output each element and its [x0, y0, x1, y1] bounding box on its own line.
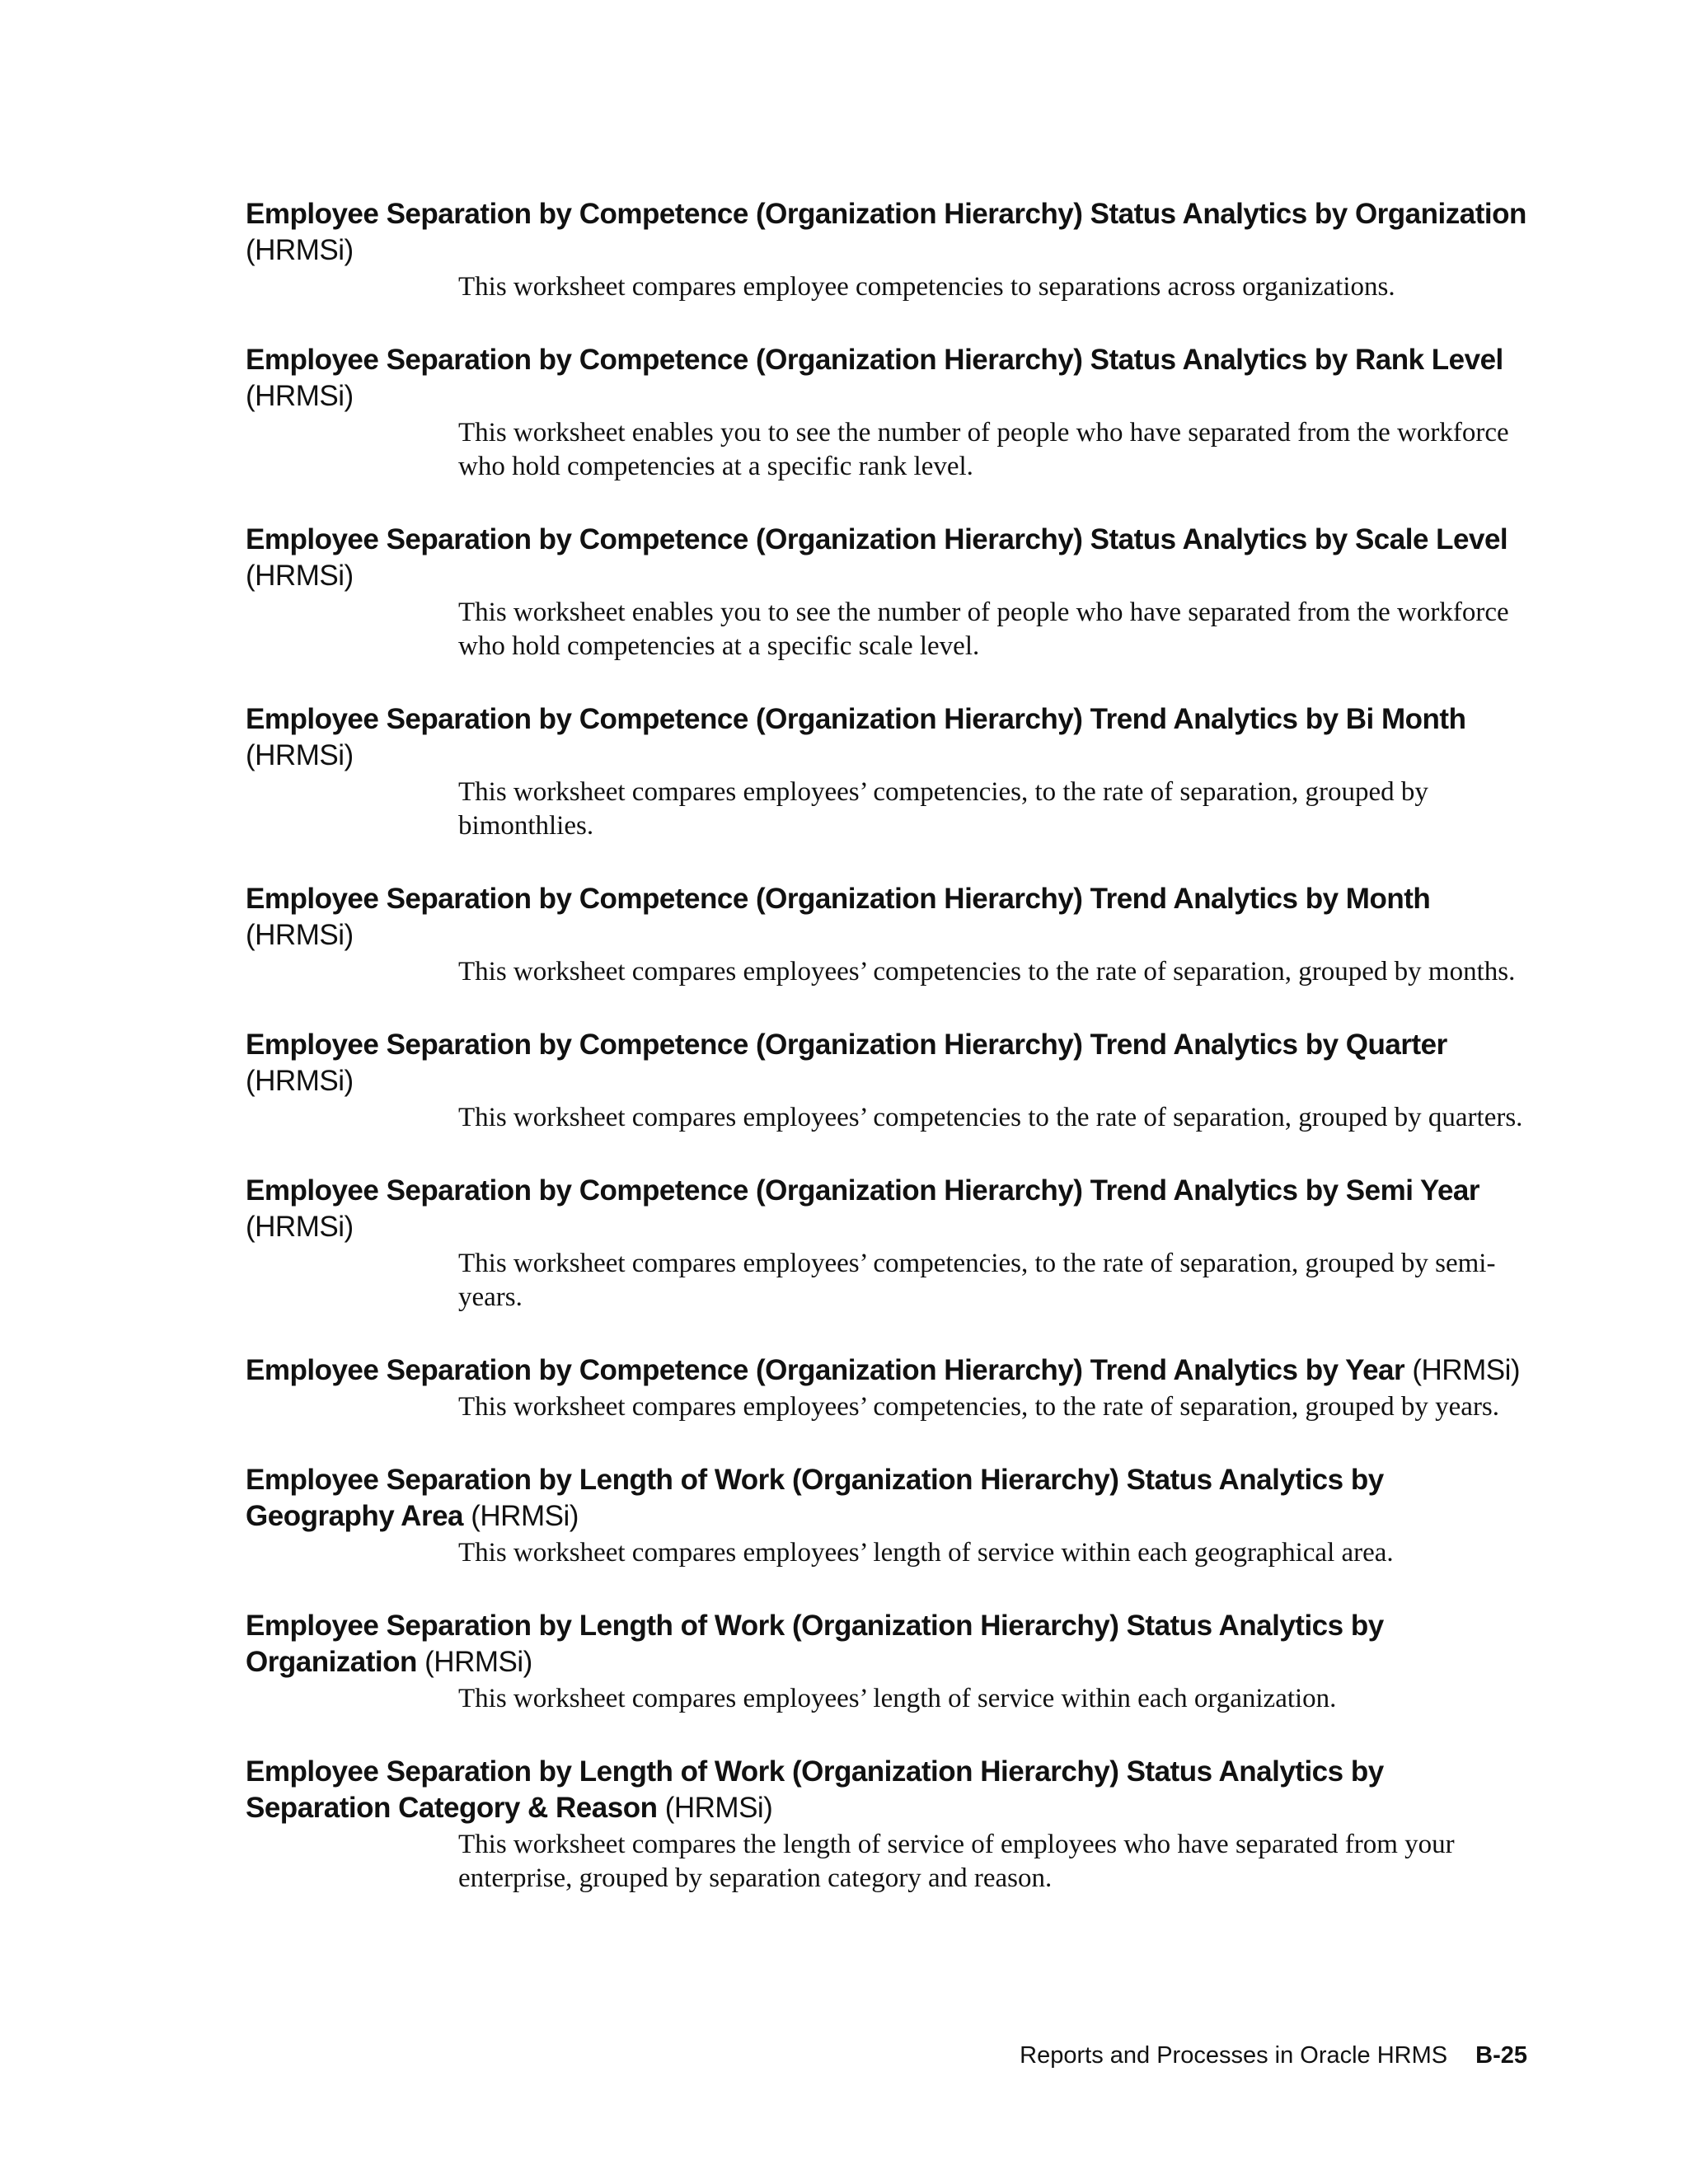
report-entry — [246, 1352, 1531, 1424]
report-title-text: Employee Separation by Competence (Organization Hierarchy) Status Analytics by Organization — [246, 198, 1526, 230]
report-description: This worksheet compares the length of service of employees who have separated from your enterprise, grouped by separation category and reason. — [458, 1830, 1455, 1893]
report-description: This worksheet compares employees’ competencies, to the rate of separation, grouped by years. — [458, 1392, 1500, 1422]
report-entry — [246, 701, 1531, 843]
report-entry — [246, 1027, 1531, 1135]
report-title — [246, 1173, 1531, 1245]
report-entry — [246, 881, 1531, 989]
document-body — [246, 196, 1531, 1933]
report-description: This worksheet enables you to see the number of people who have separated from the workforce who hold competencies at a specific rank level. — [458, 418, 1509, 481]
report-description: This worksheet compares employees’ length of service within each organization. — [458, 1684, 1337, 1713]
report-entry — [246, 1173, 1531, 1315]
report-title-text: Employee Separation by Competence (Organization Hierarchy) Trend Analytics by Quarter — [246, 1029, 1447, 1061]
report-title-text: Employee Separation by Competence (Organization Hierarchy) Trend Analytics by Year — [246, 1354, 1405, 1386]
report-title — [246, 522, 1531, 594]
report-title-suffix: (HRMSi) — [246, 234, 354, 266]
report-title-suffix: (HRMSi) — [471, 1500, 579, 1532]
report-entry — [246, 196, 1531, 304]
report-description: This worksheet compares employees’ length of service within each geographical area. — [458, 1538, 1394, 1568]
report-title — [246, 342, 1531, 415]
report-title — [246, 1027, 1531, 1099]
report-description: This worksheet enables you to see the number of people who have separated from the workforce who hold competencies at a specific scale level. — [458, 598, 1509, 661]
report-entry — [246, 342, 1531, 484]
report-entry — [246, 1462, 1531, 1570]
page-footer — [1020, 2041, 1527, 2070]
report-title-text: Employee Separation by Competence (Organization Hierarchy) Trend Analytics by Semi Year — [246, 1174, 1479, 1207]
report-title — [246, 1462, 1531, 1535]
report-description: This worksheet compares employees’ competencies, to the rate of separation, grouped by bimonthlies. — [458, 777, 1428, 841]
report-entry — [246, 1608, 1531, 1716]
report-title-suffix: (HRMSi) — [246, 1065, 354, 1097]
report-entry — [246, 1754, 1531, 1896]
report-entry — [246, 522, 1531, 663]
report-title — [246, 1352, 1531, 1389]
report-title-suffix: (HRMSi) — [246, 1211, 354, 1243]
report-title-text: Employee Separation by Length of Work (Organization Hierarchy) Status Analytics by Geography Area — [246, 1464, 1384, 1532]
report-title-suffix: (HRMSi) — [1412, 1354, 1520, 1386]
report-title-text: Employee Separation by Competence (Organization Hierarchy) Trend Analytics by Month — [246, 883, 1431, 915]
report-title-suffix: (HRMSi) — [664, 1792, 773, 1824]
report-description: This worksheet compares employees’ competencies to the rate of separation, grouped by months. — [458, 957, 1516, 987]
report-title — [246, 1608, 1531, 1680]
page-number: B-25 — [1475, 2042, 1527, 2069]
report-title-suffix: (HRMSi) — [246, 919, 354, 951]
report-description: This worksheet compares employees’ competencies to the rate of separation, grouped by quarters. — [458, 1103, 1523, 1132]
report-title — [246, 701, 1531, 774]
report-title-text: Employee Separation by Length of Work (Organization Hierarchy) Status Analytics by Separation Category & Reason — [246, 1755, 1384, 1824]
report-title — [246, 196, 1531, 269]
report-description: This worksheet compares employee competencies to separations across organizations. — [458, 272, 1395, 302]
report-title-suffix: (HRMSi) — [246, 380, 354, 412]
footer-text: Reports and Processes in Oracle HRMS — [1020, 2042, 1448, 2069]
report-title-suffix: (HRMSi) — [246, 560, 354, 592]
report-title-text: Employee Separation by Competence (Organization Hierarchy) Trend Analytics by Bi Month — [246, 703, 1466, 735]
report-title — [246, 1754, 1531, 1826]
report-title-text: Employee Separation by Competence (Organization Hierarchy) Status Analytics by Rank Level — [246, 344, 1503, 376]
report-title-suffix: (HRMSi) — [246, 739, 354, 771]
report-description: This worksheet compares employees’ competencies, to the rate of separation, grouped by semi-years. — [458, 1249, 1496, 1312]
report-title-suffix: (HRMSi) — [424, 1646, 532, 1678]
report-title-text: Employee Separation by Competence (Organization Hierarchy) Status Analytics by Scale Level — [246, 523, 1508, 555]
report-title-text: Employee Separation by Length of Work (Organization Hierarchy) Status Analytics by Organization — [246, 1610, 1384, 1678]
report-title — [246, 881, 1531, 954]
